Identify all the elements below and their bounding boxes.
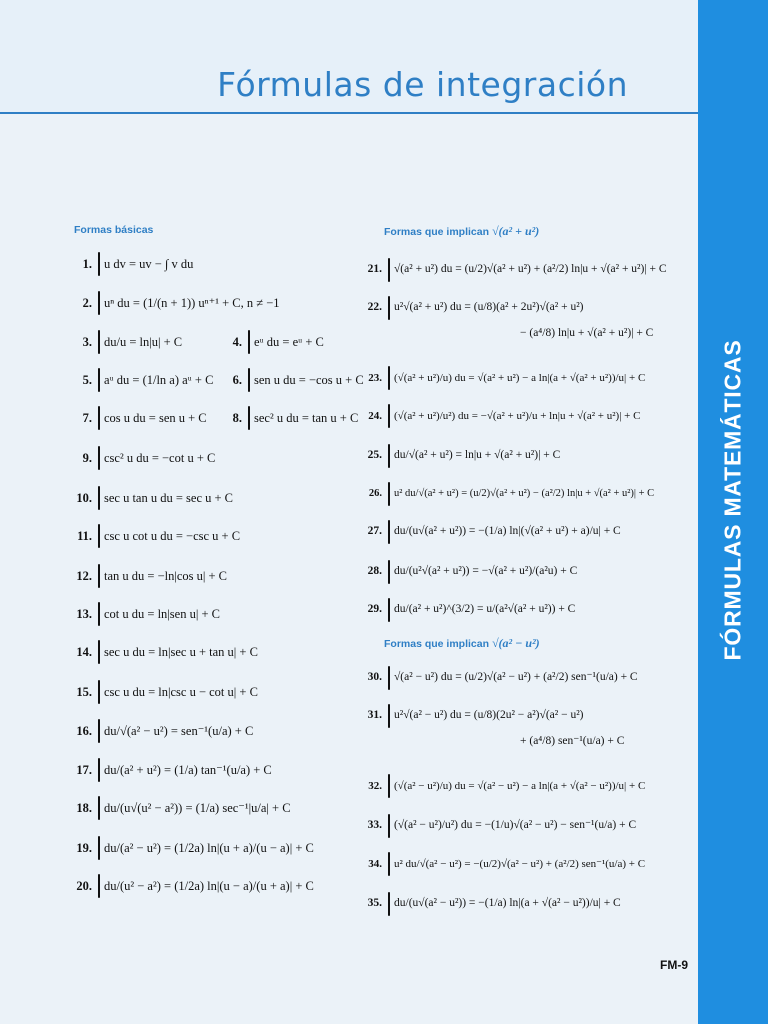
formula-number: 24. bbox=[368, 409, 382, 422]
formula-expression: (√(a² + u²)/u²) du = −√(a² + u²)/u + ln|u + √(a² + u²)| + C bbox=[394, 409, 641, 422]
formula-20 bbox=[68, 874, 314, 898]
integral-sign-icon bbox=[98, 406, 100, 430]
formula-35 bbox=[358, 892, 621, 916]
formula-expression: du/(u√(a² − u²)) = −(1/a) ln|(a + √(a² − u²))/u| + C bbox=[394, 897, 621, 910]
formula-32 bbox=[358, 774, 645, 798]
integral-sign-icon bbox=[98, 874, 100, 898]
formula-7 bbox=[68, 406, 207, 430]
integral-sign-icon bbox=[98, 836, 100, 860]
formula-number: 9. bbox=[82, 450, 92, 465]
formula-25 bbox=[358, 444, 560, 468]
section-title-prefix: Formas que implican bbox=[384, 638, 490, 650]
formula-18 bbox=[68, 796, 291, 820]
formula-expression: u dv = uv − ∫ v du bbox=[104, 256, 194, 271]
formula-expression: u² du/√(a² − u²) = −(u/2)√(a² − u²) + (a²/2) sen⁻¹(u/a) + C bbox=[394, 857, 646, 870]
integral-sign-icon bbox=[98, 719, 100, 743]
formula-16 bbox=[68, 719, 253, 743]
formula-expression: u²√(a² − u²) du = (u/8)(2u² − a²)√(a² − u²) bbox=[394, 709, 584, 722]
formula-expression: du/(a² − u²) = (1/2a) ln|(u + a)/(u − a)| + C bbox=[104, 840, 314, 855]
formula-expression: du/u = ln|u| + C bbox=[104, 334, 183, 349]
formula-expression: (√(a² − u²)/u²) du = −(1/u)√(a² − u²) − sen⁻¹(u/a) + C bbox=[394, 819, 637, 832]
integral-sign-icon bbox=[98, 796, 100, 820]
formula-expression: csc u du = ln|csc u − cot u| + C bbox=[104, 684, 258, 699]
formula-number: 27. bbox=[367, 525, 382, 538]
integral-sign-icon bbox=[248, 368, 250, 392]
formula-number: 1. bbox=[82, 256, 92, 271]
formula-expression: u²√(a² + u²) du = (u/8)(a² + 2u²)√(a² + u²) bbox=[394, 301, 584, 314]
formula-4 bbox=[218, 330, 324, 354]
integral-sign-icon bbox=[388, 560, 390, 584]
formula-19 bbox=[68, 836, 314, 860]
integral-sign-icon bbox=[248, 330, 250, 354]
formula-29 bbox=[358, 598, 575, 622]
integral-sign-icon bbox=[98, 640, 100, 664]
formula-10 bbox=[68, 486, 233, 510]
formula-expression: cot u du = ln|sen u| + C bbox=[104, 606, 220, 621]
formula-number: 10. bbox=[76, 490, 92, 505]
formula-31 bbox=[358, 704, 583, 728]
formula-number: 21. bbox=[367, 263, 382, 276]
formula-9 bbox=[68, 446, 215, 470]
page-number: FM-9 bbox=[660, 958, 688, 972]
formula-expression: cos u du = sen u + C bbox=[104, 410, 207, 425]
integral-sign-icon bbox=[388, 366, 390, 390]
formula-number: 3. bbox=[82, 334, 92, 349]
formula-expression: sec² u du = tan u + C bbox=[254, 410, 359, 425]
formula-number: 16. bbox=[76, 723, 92, 738]
formula-expression: (√(a² − u²)/u) du = √(a² − u²) − a ln|(a + √(a² − u²))/u| + C bbox=[394, 779, 646, 792]
formula-number: 15. bbox=[76, 684, 92, 699]
integral-sign-icon bbox=[388, 520, 390, 544]
formula-number: 28. bbox=[367, 565, 382, 578]
formula-number: 11. bbox=[77, 528, 92, 543]
formula-number: 33. bbox=[367, 819, 382, 832]
integral-sign-icon bbox=[388, 598, 390, 622]
formula-number: 32. bbox=[368, 779, 382, 792]
formula-22 bbox=[358, 296, 583, 320]
integral-sign-icon bbox=[388, 482, 390, 506]
integral-sign-icon bbox=[98, 291, 100, 315]
formula-expression: du/√(a² − u²) = sen⁻¹(u/a) + C bbox=[104, 723, 254, 738]
formula-number: 25. bbox=[367, 449, 382, 462]
formula-26 bbox=[358, 482, 654, 506]
formula-expression: uⁿ du = (1/(n + 1)) uⁿ⁺¹ + C, n ≠ −1 bbox=[104, 295, 280, 310]
formula-number: 29. bbox=[367, 603, 382, 616]
formula-expression: aᵘ du = (1/ln a) aᵘ + C bbox=[104, 372, 214, 387]
formula-number: 22. bbox=[367, 301, 382, 314]
section-title-expr: √(a² − u²) bbox=[491, 636, 540, 650]
formula-30 bbox=[358, 666, 638, 690]
formula-2 bbox=[68, 291, 280, 315]
formula-12 bbox=[68, 564, 227, 588]
formula-22-continuation bbox=[520, 328, 653, 340]
integral-sign-icon bbox=[98, 524, 100, 548]
formula-number: 2. bbox=[82, 295, 92, 310]
formula-expression: tan u du = −ln|cos u| + C bbox=[104, 568, 228, 583]
page-title: Fórmulas de integración bbox=[217, 65, 628, 104]
formula-number: 8. bbox=[232, 410, 242, 425]
integral-sign-icon bbox=[98, 602, 100, 626]
integral-sign-icon bbox=[388, 666, 390, 690]
section-title-a2plus bbox=[384, 224, 539, 239]
section-title-expr: √(a² + u²) bbox=[491, 224, 540, 238]
formula-expression: sen u du = −cos u + C bbox=[254, 372, 364, 387]
formula-number: 5. bbox=[82, 372, 92, 387]
integral-sign-icon bbox=[388, 852, 390, 876]
formula-expression: du/(a² + u²) = (1/a) tan⁻¹(u/a) + C bbox=[104, 762, 272, 777]
integral-sign-icon bbox=[388, 704, 390, 728]
integral-sign-icon bbox=[98, 368, 100, 392]
formula-number: 12. bbox=[76, 568, 92, 583]
header-band bbox=[0, 0, 698, 114]
formula-number: 4. bbox=[232, 334, 242, 349]
formula-24 bbox=[358, 404, 640, 428]
formula-expression: u² du/√(a² + u²) = (u/2)√(a² + u²) − (a²/2) ln|u + √(a² + u²)| + C bbox=[394, 487, 655, 499]
formula-expression: du/(u√(a² + u²)) = −(1/a) ln|(√(a² + u²) + a)/u| + C bbox=[394, 525, 621, 538]
formula-expression: du/(u√(u² − a²)) = (1/a) sec⁻¹|u/a| + C bbox=[104, 800, 291, 815]
integral-sign-icon bbox=[98, 758, 100, 782]
formula-number: 20. bbox=[76, 878, 92, 893]
formula-expression: √(a² + u²) du = (u/2)√(a² + u²) + (a²/2) ln|u + √(a² + u²)| + C bbox=[394, 263, 667, 276]
formula-number: 31. bbox=[367, 709, 382, 722]
formula-number: 7. bbox=[82, 410, 92, 425]
formula-number: 18. bbox=[76, 800, 92, 815]
formula-23 bbox=[358, 366, 645, 390]
formula-6 bbox=[218, 368, 364, 392]
integral-sign-icon bbox=[248, 406, 250, 430]
integral-sign-icon bbox=[388, 444, 390, 468]
formula-33 bbox=[358, 814, 636, 838]
formula-31-continuation bbox=[520, 736, 624, 748]
formula-1 bbox=[68, 252, 193, 276]
formula-8 bbox=[218, 406, 358, 430]
formula-expression: du/(u²√(a² + u²)) = −√(a² + u²)/(a²u) + C bbox=[394, 565, 578, 578]
integral-sign-icon bbox=[388, 814, 390, 838]
integral-sign-icon bbox=[98, 564, 100, 588]
sidebar-label: FÓRMULAS MATEMÁTICAS bbox=[719, 339, 746, 661]
formula-expression: sec u tan u du = sec u + C bbox=[104, 490, 234, 505]
formula-expression: eᵘ du = eᵘ + C bbox=[254, 334, 324, 349]
formula-number: 35. bbox=[367, 897, 382, 910]
formula-expression: (√(a² + u²)/u) du = √(a² + u²) − a ln|(a + √(a² + u²))/u| + C bbox=[394, 371, 646, 384]
formula-expression: csc u cot u du = −csc u + C bbox=[104, 528, 241, 543]
formula-28 bbox=[358, 560, 577, 584]
formula-expression: √(a² − u²) du = (u/2)√(a² − u²) + (a²/2) sen⁻¹(u/a) + C bbox=[394, 671, 638, 684]
formula-expression: du/√(a² + u²) = ln|u + √(a² + u²)| + C bbox=[394, 449, 561, 462]
section-title-a2minus bbox=[384, 636, 540, 651]
formula-expression: + (a⁴/8) sen⁻¹(u/a) + C bbox=[520, 735, 625, 747]
sidebar bbox=[698, 0, 768, 1024]
formula-number: 34. bbox=[368, 857, 382, 870]
formula-expression: sec u du = ln|sec u + tan u| + C bbox=[104, 644, 258, 659]
integral-sign-icon bbox=[388, 296, 390, 320]
integral-sign-icon bbox=[98, 486, 100, 510]
formula-15 bbox=[68, 680, 258, 704]
formula-number: 23. bbox=[368, 371, 382, 384]
formula-number: 26. bbox=[368, 487, 382, 499]
formula-14 bbox=[68, 640, 258, 664]
section-title-basic: Formas básicas bbox=[74, 224, 154, 236]
formula-number: 13. bbox=[76, 606, 92, 621]
formula-number: 19. bbox=[76, 840, 92, 855]
integral-sign-icon bbox=[388, 404, 390, 428]
formula-34 bbox=[358, 852, 645, 876]
integral-sign-icon bbox=[98, 446, 100, 470]
formula-3 bbox=[68, 330, 182, 354]
formula-expression: du/(a² + u²)^(3/2) = u/(a²√(a² + u²)) + C bbox=[394, 603, 576, 616]
integral-sign-icon bbox=[98, 252, 100, 276]
integral-sign-icon bbox=[388, 258, 390, 282]
formula-expression: csc² u du = −cot u + C bbox=[104, 450, 216, 465]
formula-expression: − (a⁴/8) ln|u + √(a² + u²)| + C bbox=[520, 327, 654, 339]
formula-number: 14. bbox=[76, 644, 92, 659]
formula-11 bbox=[68, 524, 240, 548]
integral-sign-icon bbox=[98, 330, 100, 354]
integral-sign-icon bbox=[98, 680, 100, 704]
section-title-prefix: Formas que implican bbox=[384, 226, 490, 238]
formula-expression: du/(u² − a²) = (1/2a) ln|(u − a)/(u + a)| + C bbox=[104, 878, 314, 893]
formula-13 bbox=[68, 602, 220, 626]
formula-number: 6. bbox=[232, 372, 242, 387]
integral-sign-icon bbox=[388, 892, 390, 916]
formula-number: 30. bbox=[367, 671, 382, 684]
integral-sign-icon bbox=[388, 774, 390, 798]
formula-17 bbox=[68, 758, 272, 782]
formula-5 bbox=[68, 368, 213, 392]
formula-21 bbox=[358, 258, 667, 282]
formula-27 bbox=[358, 520, 621, 544]
formula-number: 17. bbox=[76, 762, 92, 777]
